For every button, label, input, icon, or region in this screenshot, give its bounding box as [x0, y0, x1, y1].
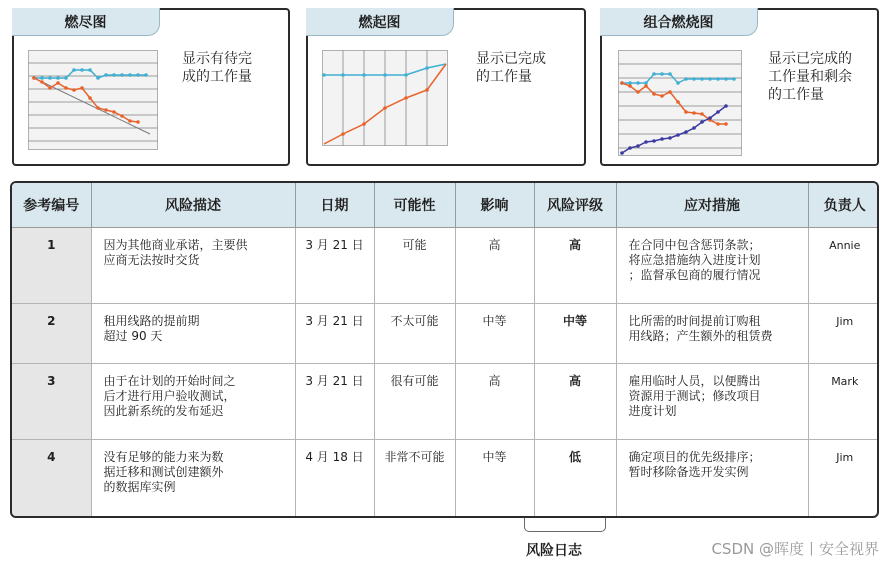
- row-rating: 中等: [534, 303, 616, 363]
- header-response: 应对措施: [616, 183, 808, 227]
- row-response: 比所需的时间提前订购租 用线路；产生额外的租赁费: [616, 303, 808, 363]
- header-rating: 风险评级: [534, 183, 616, 227]
- row-likelihood: 不太可能: [374, 303, 455, 363]
- row-description: 由于在计划的开始时间之 后才进行用户验收测试， 因此新系统的发布延迟: [91, 363, 295, 439]
- burndown-description: 显示有待完 成的工作量: [182, 51, 252, 85]
- row-ref: 4: [12, 439, 91, 516]
- risk-log-bracket: [524, 518, 606, 532]
- watermark: CSDN @晖度丨安全视界: [711, 540, 879, 558]
- row-description: 因为其他商业承诺，主要供 应商无法按时交货: [91, 227, 295, 303]
- risk-log-label: 风险日志: [526, 543, 582, 559]
- header-ref: 参考编号: [12, 183, 91, 227]
- burndown-title: 燃尽图: [12, 8, 160, 36]
- row-response: 确定项目的优先级排序； 暂时移除备选开发实例: [616, 439, 808, 516]
- row-response: 雇用临时人员，以便腾出 资源用于测试；修改项目 进度计划: [616, 363, 808, 439]
- row-date: 4 月 18 日: [295, 439, 374, 516]
- header-description: 风险描述: [91, 183, 295, 227]
- table-row: [12, 439, 879, 516]
- row-owner: Annie: [808, 227, 879, 303]
- row-ref: 3: [12, 363, 91, 439]
- combined-burn-chart: [618, 50, 742, 156]
- burnup-description: 显示已完成 的工作量: [476, 51, 546, 85]
- burnup-card: [306, 8, 586, 166]
- row-rating: 高: [534, 363, 616, 439]
- row-likelihood: 可能: [374, 227, 455, 303]
- row-description: 没有足够的能力来为数 据迁移和测试创建额外 的数据库实例: [91, 439, 295, 516]
- combined-burn-title: 组合燃烧图: [600, 8, 758, 36]
- row-ref: 1: [12, 227, 91, 303]
- row-date: 3 月 21 日: [295, 303, 374, 363]
- row-owner: Jim: [836, 450, 854, 464]
- table-row: [12, 303, 879, 363]
- table-header-row: [12, 183, 879, 227]
- burnup-chart: [322, 50, 448, 146]
- table-row: [12, 363, 879, 439]
- row-impact: 高: [455, 363, 534, 439]
- row-rating: 高: [534, 227, 616, 303]
- row-description: 租用线路的提前期 超过 90 天: [91, 303, 295, 363]
- row-rating: 低: [534, 439, 616, 516]
- row-date: 3 月 21 日: [295, 363, 374, 439]
- row-ref: 2: [12, 303, 91, 363]
- row-likelihood: 很有可能: [374, 363, 455, 439]
- row-impact: 中等: [455, 439, 534, 516]
- header-date: 日期: [295, 183, 374, 227]
- row-owner: Jim: [808, 303, 879, 363]
- risk-log-table: [10, 181, 879, 518]
- header-owner: 负责人: [808, 183, 879, 227]
- row-owner: Mark: [808, 363, 879, 439]
- header-impact: 影响: [455, 183, 534, 227]
- row-likelihood: 非常不可能: [374, 439, 455, 516]
- row-date: 3 月 21 日: [295, 227, 374, 303]
- row-response: 在合同中包含惩罚条款； 将应急措施纳入进度计划 ；监督承包商的履行情况: [616, 227, 808, 303]
- combined-burn-card: [600, 8, 879, 166]
- row-impact: 中等: [455, 303, 534, 363]
- header-likelihood: 可能性: [374, 183, 455, 227]
- row-impact: 高: [455, 227, 534, 303]
- burndown-card: [12, 8, 290, 166]
- combined-burn-description: 显示已完成的 工作量和剩余 的工作量: [768, 51, 852, 103]
- burndown-chart: [28, 50, 158, 150]
- burnup-title: 燃起图: [306, 8, 454, 36]
- table-row: [12, 227, 879, 303]
